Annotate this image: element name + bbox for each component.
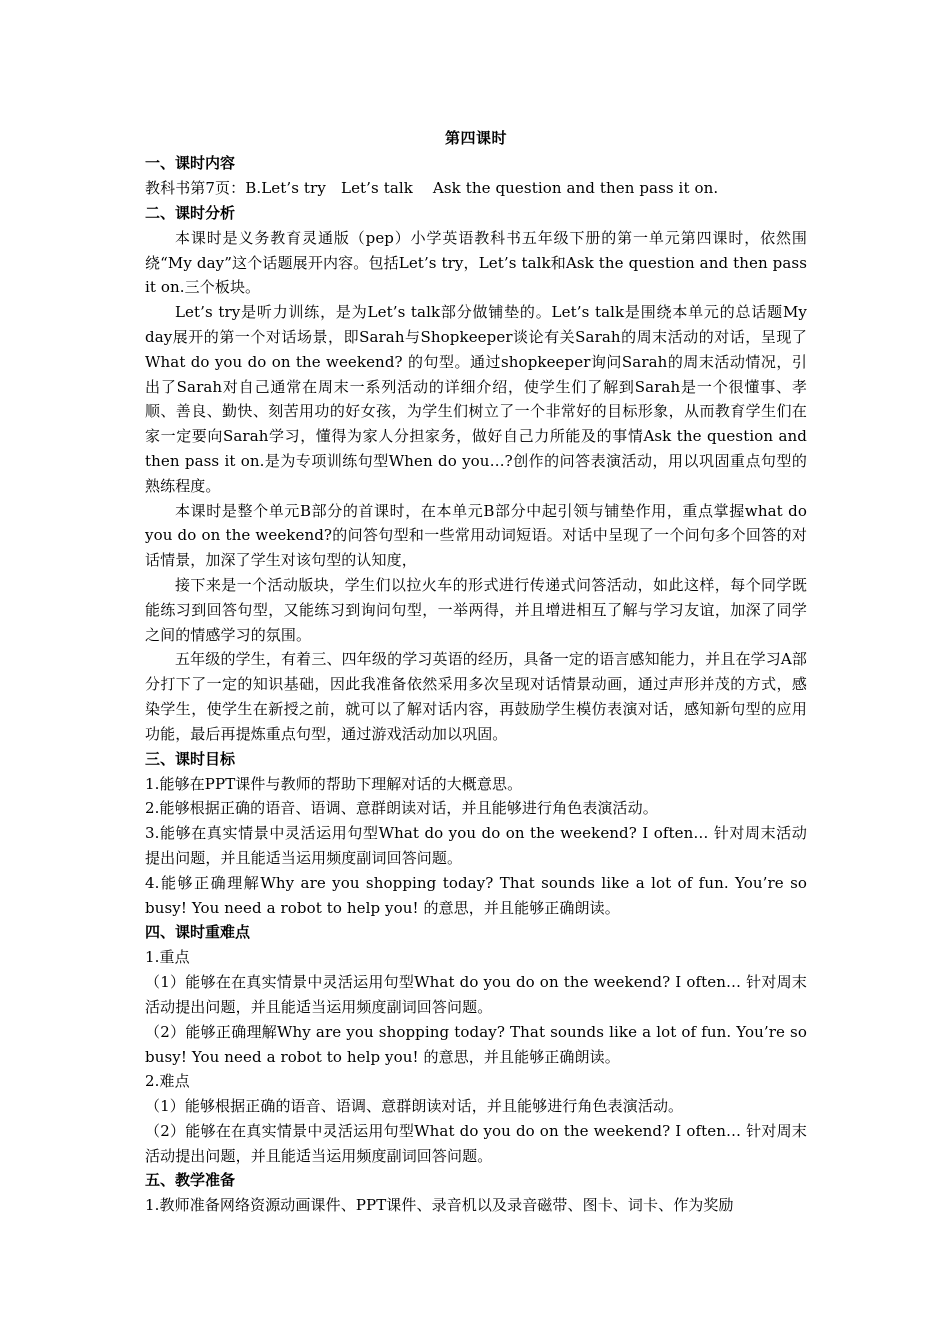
list-item: 1.重点	[145, 948, 190, 967]
list-item: 1.能够在PPT课件与教师的帮助下理解对话的大概意思。	[145, 774, 523, 793]
list-item: 2.能够根据正确的语音、语调、意群朗读对话，并且能够进行角色表演活动。	[145, 799, 658, 818]
paragraph: 本课时是整个单元B部分的首课时，在本单元B部分中起引领与铺垫作用，重点掌握what do you do on the weekend?的问答句型和一些常用动词短语。对话中呈现了一个问句多个回答的对话情景，加深了学生对该句型的认知度，	[145, 501, 807, 570]
list-item: 4.能够正确理解Why are you shopping today? That sounds like a lot of fun. You’re so busy! You need a robot to help you! 的意思，并且能够正确朗读。	[145, 873, 807, 917]
paragraph: 本课时是义务教育灵通版（pep）小学英语教科书五年级下册的第一单元第四课时，依然围绕“My day”这个话题展开内容。包括Let’s try，Let’s talk和Ask the question and then pass it on.三个板块。	[145, 228, 807, 297]
list-item: 1.教师准备网络资源动画课件、PPT课件、录音机以及录音磁带、图卡、词卡、作为奖励	[145, 1196, 734, 1215]
paragraph: 五年级的学生，有着三、四年级的学习英语的经历，具备一定的语言感知能力，并且在学习A部分打下了一定的知识基础，因此我准备依然采用多次呈现对话情景动画，通过声形并茂的方式，感染学生，使学生在新授之前，就可以了解对话内容，再鼓励学生模仿表演对话，感知新句型的应用功能，最后再提炼重点句型，通过游戏活动加以巩固。	[145, 650, 807, 743]
paragraph: Let’s try是听力训练，是为Let’s talk部分做铺垫的。Let’s talk是围绕本单元的总话题My day展开的第一个对话场景，即Sarah与Shopkeeper谈论有关Sarah的周末活动的对话，呈现了What do you do on the weekend? 的句型。通过shopkeeper询问Sarah的周末活动情况，引出了Sarah对自己通常在周末一系列活动的详细介绍，使学生们了解到Sarah是一个很懂事、孝顺、善良、勤快、刻苦用功的好女孩，为学生们树立了一个非常好的目标形象，从而教育学生们在家一定要向Sarah学习，懂得为家人分担家务，做好自己力所能及的事情Ask the question and then pass it on.是为专项训练句型When do you…?创作的问答表演活动，用以巩固重点句型的熟练程度。	[145, 303, 807, 495]
section-heading: 五、教学准备	[145, 1171, 236, 1190]
list-item: （1）能够根据正确的语音、语调、意群朗读对话，并且能够进行角色表演活动。	[145, 1097, 684, 1116]
section-heading: 三、课时目标	[145, 749, 236, 768]
document-title: 第四课时	[444, 129, 507, 147]
section-heading: 四、课时重难点	[145, 923, 251, 942]
section-heading: 一、课时内容	[145, 154, 236, 172]
list-item: 3.能够在真实情景中灵活运用句型What do you do on the weekend? I often… 针对周末活动提出问题，并且能适当运用频度副词回答问题。	[145, 824, 807, 867]
list-item: （1）能够在在真实情景中灵活运用句型What do you do on the weekend? I often… 针对周末活动提出问题，并且能适当运用频度副词回答问题。	[145, 973, 807, 1016]
list-item: （2）能够正确理解Why are you shopping today? That sounds like a lot of fun. You’re so busy! You need a robot to help you! 的意思，并且能够正确朗读。	[145, 1022, 807, 1066]
paragraph: 教科书第7页：B.Let’s try Let’s talk Ask the question and then pass it on.	[145, 179, 719, 197]
list-item: 2.难点	[145, 1072, 190, 1091]
paragraph: 接下来是一个活动版块，学生们以拉火车的形式进行传递式问答活动，如此这样，每个同学既能练习到回答句型，又能练习到询问句型，一举两得，并且增进相互了解与学习友谊，加深了同学之间的情感学习的氛围。	[145, 575, 807, 644]
list-item: （2）能够在在真实情景中灵活运用句型What do you do on the weekend? I often… 针对周末活动提出问题，并且能适当运用频度副词回答问题。	[145, 1121, 807, 1165]
section-heading: 二、课时分析	[145, 203, 236, 222]
